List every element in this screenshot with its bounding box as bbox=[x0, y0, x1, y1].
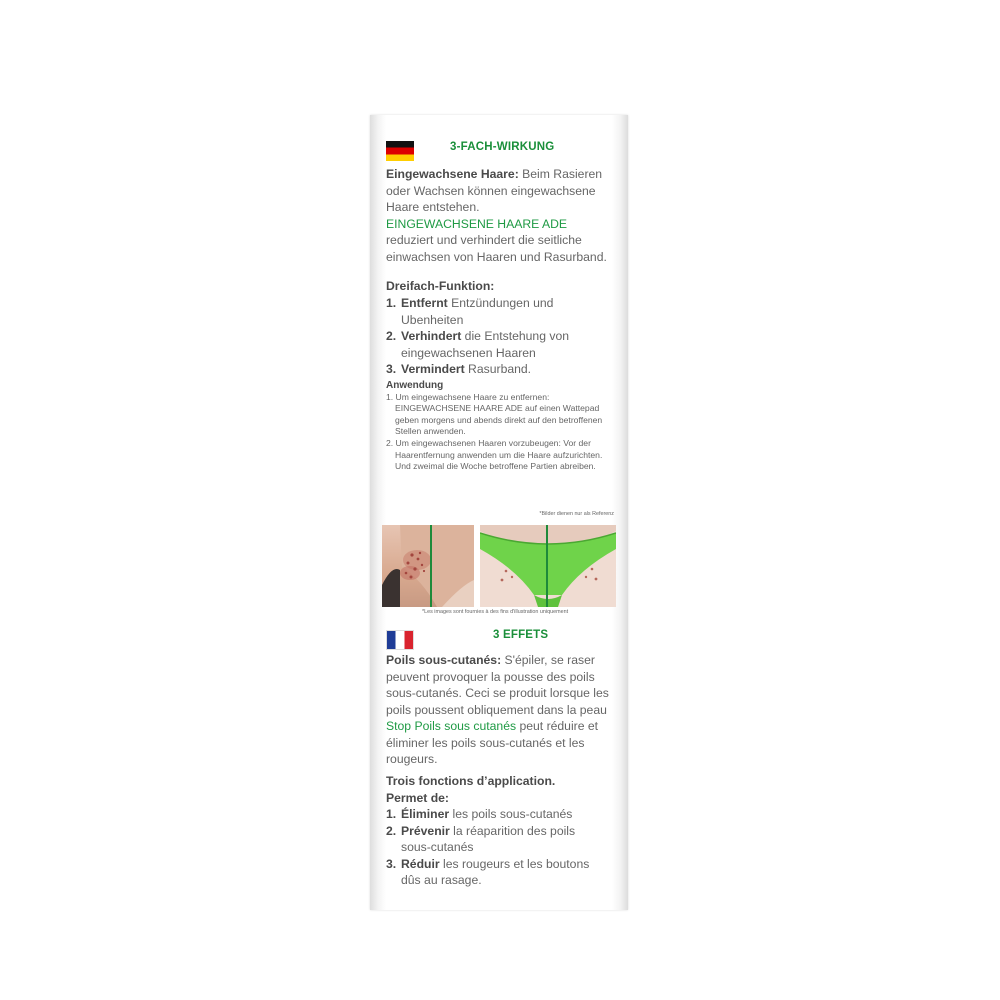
fr-function-item: 2. Prévenir la réaparition des poils sous-cutanés bbox=[386, 823, 576, 854]
de-image-note: *Bilder dienen nur als Referenz bbox=[539, 511, 614, 517]
fr-image-note: *Les images sont fournies à des fins d'illustration uniquement bbox=[422, 609, 569, 615]
de-product-name: EINGEWACHSENE HAARE ADE bbox=[386, 216, 568, 231]
de-function-item: 1. Entfernt Entzündungen und Ubenheiten bbox=[386, 296, 554, 327]
de-usage-section bbox=[386, 380, 616, 473]
fr-function-item: 3. Réduir les rougeurs et les boutons dûs au rasage. bbox=[386, 856, 590, 887]
french-flag-icon bbox=[386, 630, 414, 650]
neck-photo-divider bbox=[430, 525, 432, 607]
fr-section-title: 3 EFFETS bbox=[493, 629, 549, 641]
de-function-item: 2. Verhindert die Entstehung von eingewachsenen Haaren bbox=[386, 329, 570, 360]
fr-intro-text: S'épiler, se raser peuvent provoquer la pousse des poils sous-cutanés. Ceci se produit lorsque les poils poussent obliquement dans la peau bbox=[386, 653, 609, 717]
de-intro-paragraph bbox=[386, 166, 611, 265]
bikini-reference-photo bbox=[480, 525, 616, 607]
bikini-photo-divider bbox=[546, 525, 548, 607]
de-function-list bbox=[386, 295, 596, 378]
de-section-title: 3-FACH-WIRKUNG bbox=[450, 141, 555, 153]
de-intro-text-2: reduziert und verhindert die seitliche einwachsen von Haaren und Rasurband. bbox=[386, 233, 607, 264]
fr-intro-paragraph bbox=[386, 652, 611, 768]
de-intro-bold: Eingewachsene Haare: bbox=[386, 167, 519, 181]
fr-intro-bold: Poils sous-cutanés: bbox=[386, 653, 502, 667]
de-function-item: 3. Vermindert Rasurband. bbox=[386, 362, 532, 376]
german-flag-icon bbox=[386, 141, 414, 161]
de-function-title: Dreifach-Funktion: bbox=[386, 279, 495, 293]
de-usage-title: Anwendung bbox=[386, 380, 444, 391]
de-usage-step: 2. Um eingewachsenen Haaren vorzubeugen: Vor der Haarentfernung anwenden um die Haare aufzurichten. Und zweimal die Woche betroffene Partien abreiben. bbox=[386, 437, 603, 472]
fr-function-list bbox=[386, 806, 601, 889]
product-box-side-panel bbox=[370, 115, 628, 910]
fr-intro-text-2: peut réduire et éliminer les poils sous-cutanés et les rougeurs. bbox=[386, 719, 599, 766]
de-intro-text: Beim Rasieren oder Wachsen können eingewachsene Haare entstehen. bbox=[386, 167, 603, 214]
fr-function-title: Trois fonctions d’application. Permet de: bbox=[386, 774, 556, 805]
fr-function-item: 1. Éliminer les poils sous-cutanés bbox=[386, 807, 573, 821]
neck-reference-photo bbox=[382, 525, 474, 607]
de-usage-step: 1. Um eingewachsene Haare zu entfernen: EINGEWACHSENE HAARE ADE auf einen Wattepad geben morgens und abends direkt auf den betroffenen Stellen anwenden. bbox=[386, 391, 603, 437]
fr-product-name: Stop Poils sous cutanés bbox=[386, 719, 517, 733]
